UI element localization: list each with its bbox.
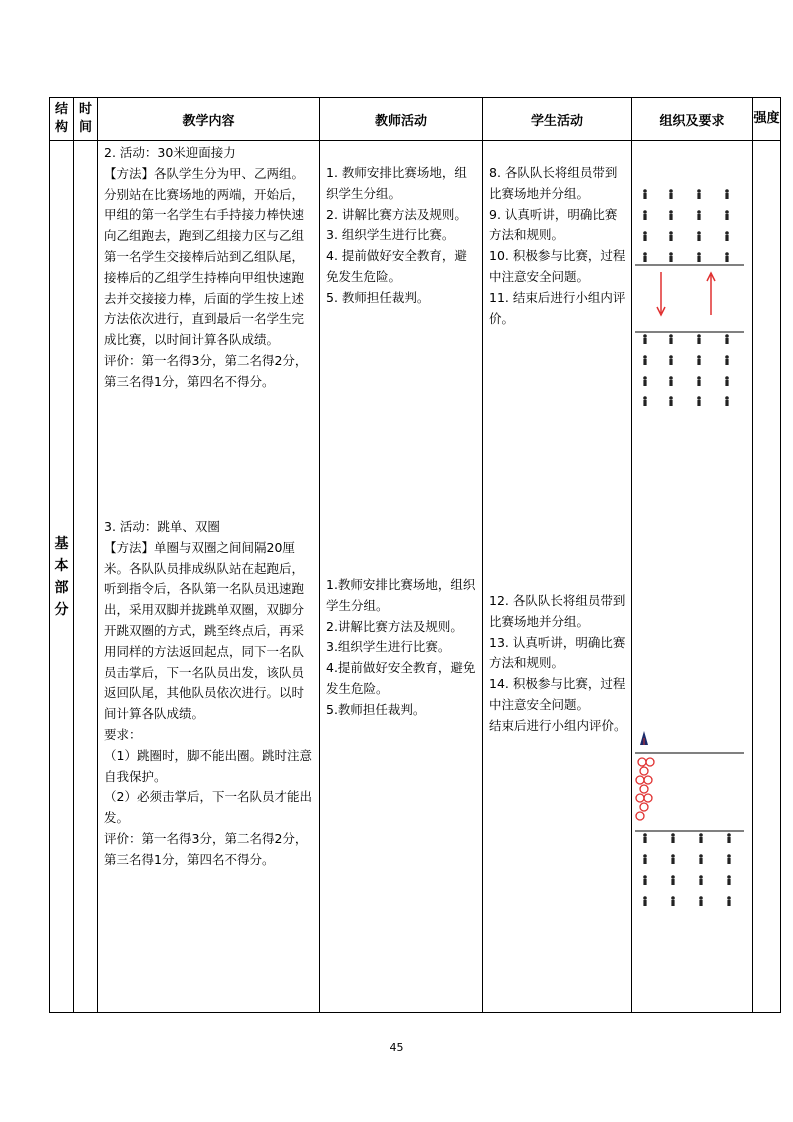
group-a-students — [643, 189, 729, 262]
page-number: 45 — [389, 1041, 404, 1054]
body-row — [50, 141, 781, 1013]
student-activity-hoops: 12. 各队队长将组员带到比赛场地并分组。 13. 认真听讲，明确比赛方法和规则。 14. 积极参与比赛，过程中注意安全问题。 结束后进行小组内评价。 — [489, 593, 627, 733]
content-cell — [98, 141, 320, 1013]
team-students — [643, 833, 731, 906]
header-intensity: 强度 — [753, 98, 781, 141]
formation-svg — [632, 141, 753, 1012]
teacher-activity-relay: 1. 教师安排比赛场地，组织学生分组。 2. 讲解比赛方法及规则。 3. 组织学生进行比赛。 4. 提前做好安全教育，避免发生危险。 5. 教师担任裁判。 — [326, 165, 467, 305]
section-label: 基本部分 — [54, 535, 69, 618]
student-activity-relay: 8. 各队队长将组员带到比赛场地并分组。 9. 认真听讲，明确比赛方法和规则。 10. 积极参与比赛，过程中注意安全问题。 11. 结束后进行小组内评价。 — [489, 165, 626, 326]
header-teacher: 教师活动 — [320, 98, 483, 141]
teacher-activity-hoops: 1.教师安排比赛场地，组织学生分组。 2.讲解比赛方法及规则。 3.组织学生进行比赛。 4.提前做好安全教育，避免发生危险。 5.教师担任裁判。 — [326, 577, 476, 717]
header-structure: 结构 — [50, 98, 74, 141]
student-cell — [483, 141, 632, 1013]
run-direction-arrows — [657, 272, 715, 315]
content-activity-relay: 2. 活动：30米迎面接力 【方法】各队学生分为甲、乙两组。分别站在比赛场地的两端，开始后，甲组的第一名学生右手持接力棒快速向乙组跑去，跑到乙组接力区与乙组第一名学生交接棒后站到乙组队尾，接棒后的乙组学生持棒向甲组快速跑去并交接接力棒，后面的学生按上述方法依次进行，直到最后一名学生完成比赛，以时间计算各队成绩。 评价：第一名得3分，第二名得2分，第三名得1分，第四名不得分。 — [104, 145, 308, 389]
section-label-cell — [50, 141, 74, 1013]
header-content: 教学内容 — [98, 98, 320, 141]
hoops — [636, 758, 654, 820]
time-cell — [74, 141, 98, 1013]
content-activity-hoops: 3. 活动：跳单、双圈 【方法】单圈与双圈之间间隔20厘米。各队队员排成纵队站在起跑后，听到指令后，各队第一名队员迅速跑出，采用双脚并拢跳单双圈，双脚分开跳双圈的方式，跳至终点后，再采用同样的方法返回起点，同下一名队员击掌后，下一名队员出发，该队员返回队尾，其他队员依次进行。以时间计算各队成绩。 要求： （1）跳圈时，脚不能出圈。跳时注意自我保护。 （2）必须击掌后，下一名队员才能出发。 评价：第一名得3分，第二名得2分，第三名得1分，第四名不得分。 — [104, 519, 312, 867]
header-row — [50, 98, 781, 141]
header-organization: 组织及要求 — [632, 98, 753, 141]
header-time: 时间 — [74, 98, 98, 141]
lesson-plan-table — [49, 97, 781, 1013]
intensity-cell — [753, 141, 781, 1013]
organization-cell — [632, 141, 753, 1013]
group-b-students — [643, 334, 729, 406]
teacher-cell — [320, 141, 483, 1013]
formation-diagram — [632, 141, 752, 1012]
header-student: 学生活动 — [483, 98, 632, 141]
